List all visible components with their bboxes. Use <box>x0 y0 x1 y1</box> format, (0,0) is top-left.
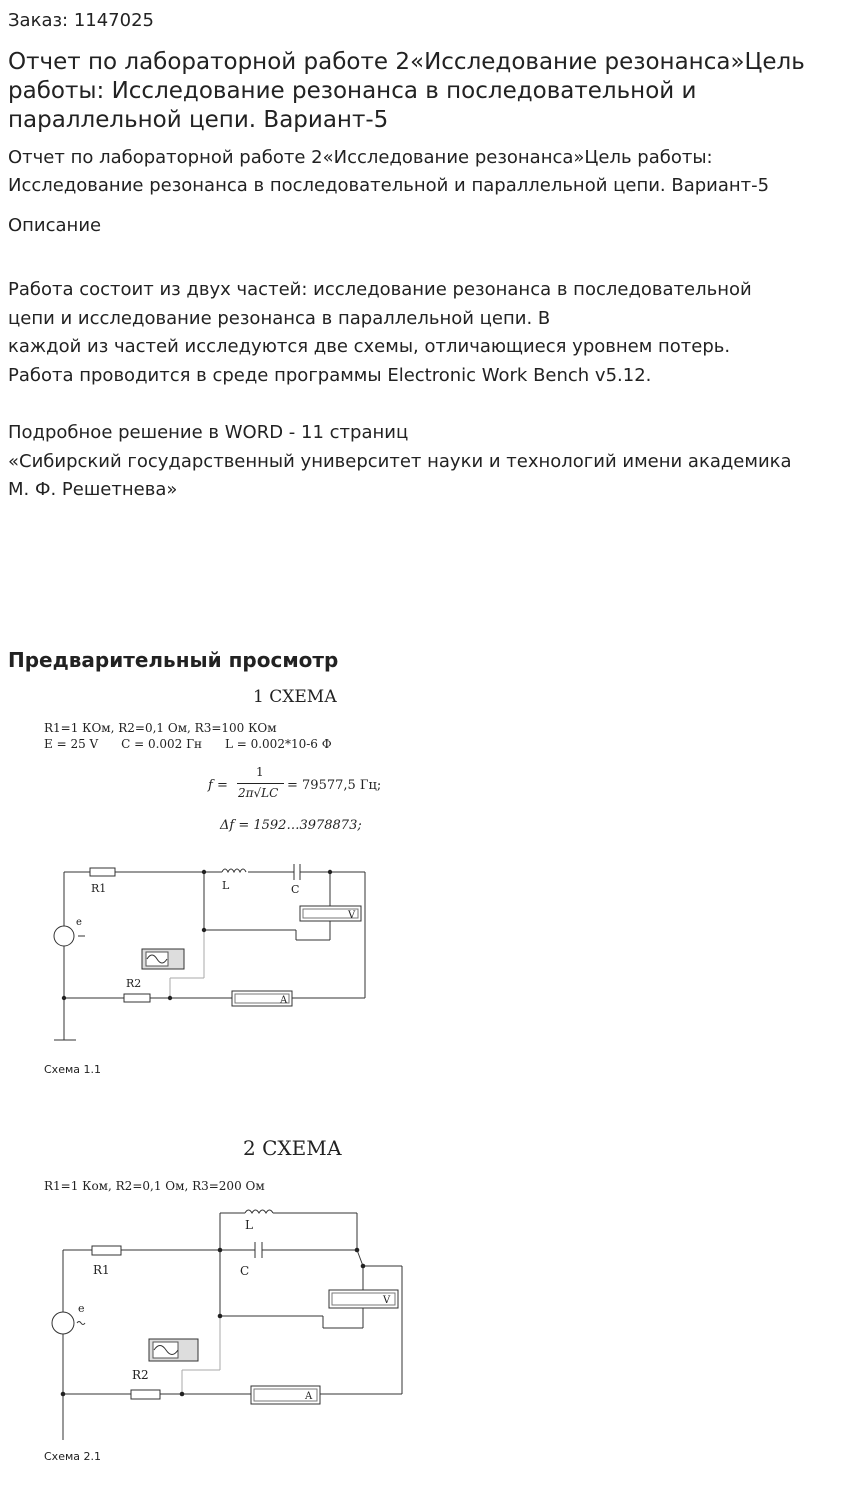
description-line: М. Ф. Решетнева» <box>8 479 178 500</box>
voltage-source <box>54 926 74 946</box>
voltage-source <box>52 1312 74 1334</box>
description-line: Работа состоит из двух частей: исследование резонанса в последовательной <box>8 279 752 300</box>
inductor-l <box>245 1210 273 1213</box>
label-a: A <box>305 1391 313 1402</box>
label-r2: R2 <box>126 977 142 990</box>
description-line: каждой из частей исследуются две схемы, отличающиеся уровнем потерь. <box>8 336 731 357</box>
description-line: Работа проводится в среде программы Electronic Work Bench v5.12. <box>8 364 652 386</box>
description-line: «Сибирский государственный университет науки и технологий имени академика <box>8 450 792 472</box>
formula-f-result: = 79577,5 Гц; <box>287 778 382 793</box>
preview-heading: Предварительный просмотр <box>8 648 339 672</box>
description-line: Подробное решение в WORD - 11 страниц <box>8 422 409 443</box>
scheme1-circuit-diagram <box>0 855 400 1055</box>
formula-numerator: 1 <box>256 765 264 779</box>
label-r1: R1 <box>91 882 107 895</box>
description-line: цепи и исследование резонанса в параллельной цепи. В <box>8 307 551 329</box>
resistor-r2 <box>131 1390 160 1399</box>
label-e: e <box>76 917 82 928</box>
page-title: Отчет по лабораторной работе 2«Исследование резонанса»Цель работы: Исследование резонанса в последовательной и параллельной цепи. Вариант-5 <box>8 49 805 133</box>
scheme1-params-line2: E = 25 V C = 0.002 Гн L = 0.002*10-6 Ф <box>44 737 332 751</box>
scheme2-params-line1: R1=1 Ком, R2=0,1 Ом, R3=200 Ом <box>44 1179 265 1193</box>
order-number: Заказ: 1147025 <box>8 10 154 31</box>
inductor-l <box>222 869 246 872</box>
label-a: A <box>280 995 288 1006</box>
label-e: e <box>78 1302 85 1315</box>
formula-denominator: 2π√LC <box>238 786 279 800</box>
scheme1-formula-df: Δf = 1592…3978873; <box>220 818 362 833</box>
resistor-r1 <box>92 1246 121 1255</box>
scheme1-formula-f <box>208 765 408 807</box>
description-heading: Описание <box>8 215 102 236</box>
page-subtitle: Отчет по лабораторной работе 2«Исследование резонанса»Цель работы: Исследование резонанса в последовательной и параллельной цепи. Вариант-5 <box>8 147 770 196</box>
label-r1: R1 <box>93 1263 110 1277</box>
label-c: C <box>291 883 300 896</box>
scheme1-title: 1 СХЕМА <box>253 687 338 707</box>
formula-f-prefix: f = <box>208 778 228 793</box>
scheme2-circuit-diagram <box>0 1200 420 1445</box>
scheme2-title: 2 СХЕМА <box>243 1136 342 1160</box>
label-r2: R2 <box>132 1368 149 1382</box>
capacitor-c <box>294 864 300 880</box>
label-v: V <box>348 910 356 921</box>
scheme1-caption: Схема 1.1 <box>44 1063 101 1076</box>
resistor-r1 <box>90 868 115 876</box>
capacitor-c <box>255 1242 262 1258</box>
description-paragraph-2 <box>8 419 843 505</box>
label-c: C <box>240 1264 250 1278</box>
scheme1-params-line1: R1=1 КОм, R2=0,1 Ом, R3=100 КОм <box>44 721 277 735</box>
label-l: L <box>222 879 230 892</box>
label-l: L <box>245 1218 253 1232</box>
formula-fraction-bar <box>237 783 284 784</box>
resistor-r2 <box>124 994 150 1002</box>
label-v: V <box>383 1295 391 1306</box>
description-paragraph-1 <box>8 276 843 390</box>
scheme2-caption: Схема 2.1 <box>44 1450 101 1463</box>
